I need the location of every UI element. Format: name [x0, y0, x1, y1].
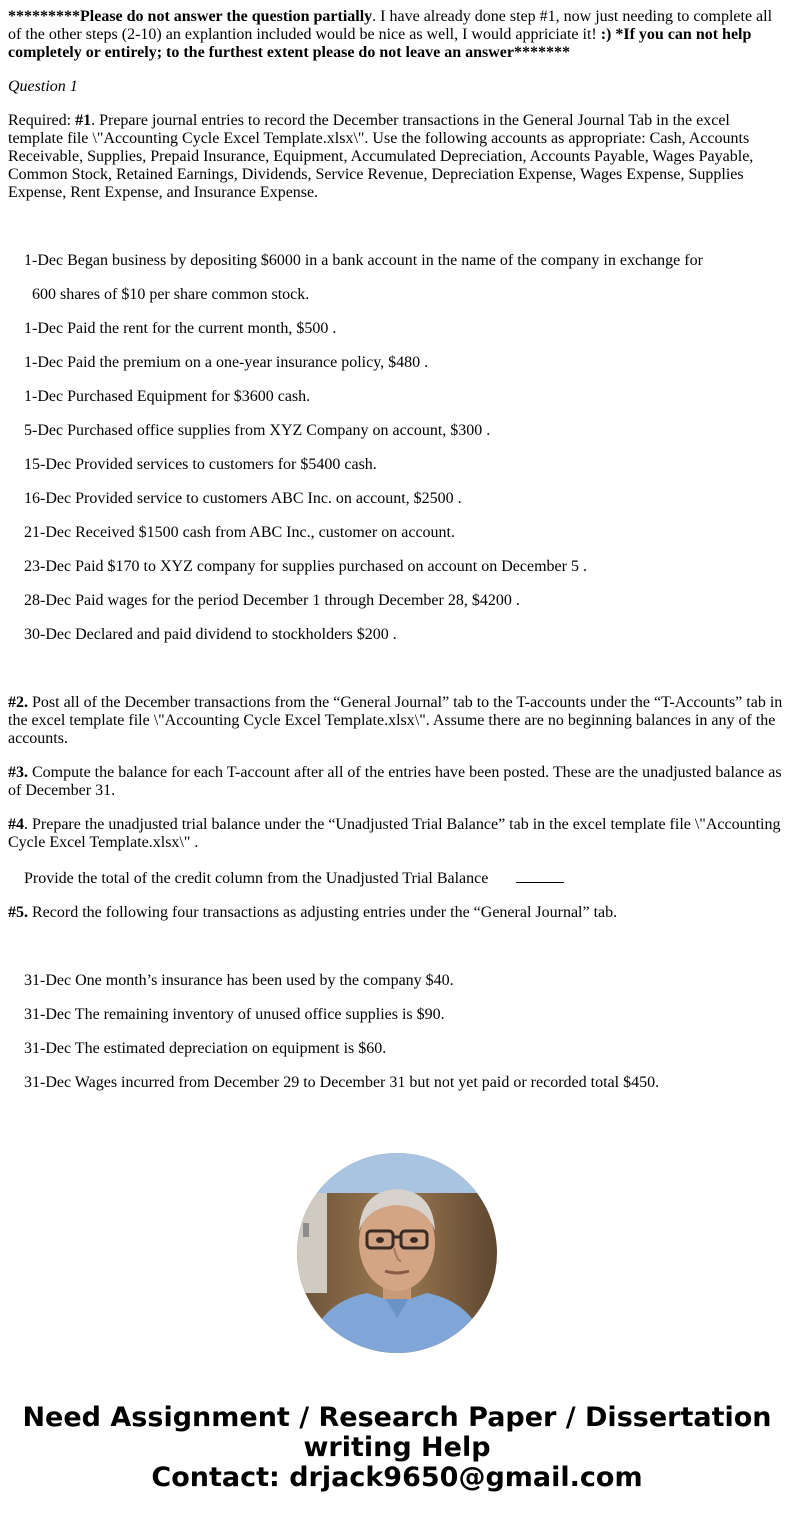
promo-line-2: writing Help	[303, 1432, 491, 1463]
backdrop-switch	[303, 1223, 309, 1237]
credit-total-prompt-text: Provide the total of the credit column from the Unadjusted Trial Balance	[24, 870, 489, 887]
adjusting-entry-line: 31-Dec Wages incurred from December 29 to December 31 but not yet paid or recorded total $450.	[24, 1074, 660, 1091]
spacer	[8, 218, 786, 236]
transaction-line: 15-Dec Provided services to customers for $5400 cash.	[24, 456, 377, 473]
step-1-prefix: Required:	[8, 112, 76, 129]
step-1-label: #1	[75, 112, 92, 129]
avatar-portrait	[297, 1153, 497, 1353]
transaction-line: 23-Dec Paid $170 to XYZ company for supplies purchased on account on December 5 .	[24, 558, 587, 575]
step-2-text: Post all of the December transactions from the “General Journal” tab to the T-accounts under the “T-Accounts” tab in the excel template file \"Accounting Cycle Excel Template.xlsx\". Assume there are no beginning balances in any of the accounts.	[8, 694, 783, 747]
promo-contact: Contact: drjack9650@gmail.com	[151, 1462, 643, 1493]
transaction-line: 21-Dec Received $1500 cash from ABC Inc., customer on account.	[24, 524, 455, 541]
step-2-label: #2.	[8, 694, 28, 711]
adjusting-entry-line: 31-Dec The remaining inventory of unused office supplies is $90.	[24, 1006, 445, 1023]
spacer	[8, 938, 786, 956]
answer-blank	[516, 868, 564, 883]
intro-bold-warning: Please do not answer the question partially	[80, 8, 373, 25]
backdrop-sky	[297, 1153, 497, 1193]
backdrop-door	[297, 1193, 327, 1293]
transaction-line: 1-Dec Purchased Equipment for $3600 cash.	[24, 388, 311, 405]
transaction-line: 30-Dec Declared and paid dividend to stockholders $200 .	[24, 626, 397, 643]
step-1-paragraph	[8, 112, 786, 202]
step-3-paragraph	[8, 764, 786, 800]
transaction-line: 28-Dec Paid wages for the period December 1 through December 28, $4200 .	[24, 592, 520, 609]
adjusting-entry-line: 31-Dec The estimated depreciation on equipment is $60.	[24, 1040, 387, 1057]
transaction-line: 5-Dec Purchased office supplies from XYZ Company on account, $300 .	[24, 422, 491, 439]
right-eye	[410, 1237, 418, 1243]
intro-stars: *********	[8, 8, 80, 25]
step-3-label: #3.	[8, 764, 28, 781]
transaction-line: 600 shares of $10 per share common stock.	[32, 286, 310, 303]
promo-banner	[0, 1403, 794, 1493]
step-1-text: . Prepare journal entries to record the December transactions in the General Journal Tab in the excel template file \"Accounting Cycle Excel Template.xlsx\". Use the following accounts as appropriate: Cash, Accounts Receivable, Supplies, Prepaid Insurance, Equipment, Accumulated Depreciation, Accounts Payable, Wages Payable, Common Stock, Retained Earnings, Dividends, Service Revenue, Depreciation Expense, Wages Expense, Supplies Expense, Rent Expense, and Insurance Expense.	[8, 112, 754, 201]
step-4-text: . Prepare the unadjusted trial balance under the “Unadjusted Trial Balance” tab in the excel template file \"Accounting Cycle Excel Template.xlsx\" .	[8, 816, 781, 851]
step-3-text: Compute the balance for each T-account after all of the entries have been posted. These are the unadjusted balance as of December 31.	[8, 764, 782, 799]
spacer	[8, 660, 786, 678]
step-4-label: #4	[8, 816, 24, 833]
credit-total-prompt	[8, 868, 786, 888]
step-4-paragraph	[8, 816, 786, 852]
intro-paragraph	[8, 8, 786, 62]
transaction-line: 1-Dec Paid the premium on a one-year insurance policy, $480 .	[24, 354, 429, 371]
step-5-label: #5.	[8, 904, 28, 921]
transaction-line: 16-Dec Provided service to customers ABC Inc. on account, $2500 .	[24, 490, 462, 507]
transaction-line: 1-Dec Began business by depositing $6000 in a bank account in the name of the company in exchange for	[24, 252, 703, 269]
tutor-avatar-photo	[297, 1153, 497, 1353]
transaction-line: 1-Dec Paid the rent for the current month, $500 .	[24, 320, 337, 337]
intro-text: . I have already done step #1, now just needing to complete all of the other steps (2-10) an explantion included would be nice as well, I would appriciate it!	[8, 8, 773, 43]
left-eye	[376, 1237, 384, 1243]
step-5-paragraph	[8, 904, 786, 922]
step-2-paragraph	[8, 694, 786, 748]
adjusting-entry-line: 31-Dec One month’s insurance has been used by the company $40.	[24, 972, 454, 989]
promo-line-1: Need Assignment / Research Paper / Dissertation	[22, 1402, 772, 1433]
intro-bold-request: :) *If you can not help completely or entirely; to the furthest extent please do not leave an answer*******	[8, 26, 752, 61]
question-document	[8, 8, 786, 1108]
step-5-text: Record the following four transactions as adjusting entries under the “General Journal” tab.	[28, 904, 618, 921]
question-heading: Question 1	[8, 78, 78, 95]
